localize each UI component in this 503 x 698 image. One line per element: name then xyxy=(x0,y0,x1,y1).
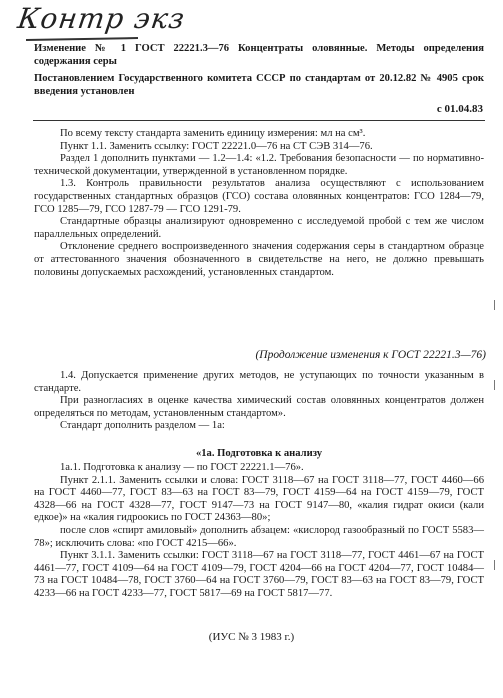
body-section-3 xyxy=(34,462,484,601)
body-section-2 xyxy=(34,370,484,433)
paragraph: Стандарт дополнить разделом — 1а: xyxy=(60,420,225,432)
paragraph: Пункт 1.1. Заменить ссылку: ГОСТ 22221.0—76 на СТ СЭВ 314—76. xyxy=(60,140,373,152)
body-section-1 xyxy=(34,128,484,279)
paragraph: 1.4. Допускается применение других методов, не уступающих по точности указанным в стандарте. xyxy=(34,370,484,394)
footer-reference: (ИУС № 3 1983 г.) xyxy=(208,631,295,643)
paragraph: Отклонение среднего воспроизведенного значения содержания серы в стандартном образце от аттестованного значения обозначенного в свидетельстве на него, не должно превышать половины допускаемых расхождений, установленных стандартом. xyxy=(34,241,484,278)
date-divider xyxy=(33,120,485,121)
margin-mark xyxy=(494,560,495,570)
margin-mark xyxy=(494,300,495,310)
paragraph: Стандартные образцы анализируют одновременно с исследуемой пробой с тем же числом параллельных определений. xyxy=(34,216,484,240)
paragraph: Пункт 2.1.1. Заменить ссылки и слова: ГОСТ 3118—67 на ГОСТ 3118—77, ГОСТ 4460—66 на ГОСТ 4460—77, ГОСТ 83—63 на ГОСТ 83—79, ГОСТ 4159—64 на ГОСТ 4159—79, ГОСТ 4328—66 на ГОСТ 4328—77, ГОСТ 9147—73 на ГОСТ 9147—80, «калия гидрат окиси (кали едкое)» на «калия гидроокись по ГОСТ 24363—80»; xyxy=(34,474,484,524)
section-title: «1а. Подготовка к анализу xyxy=(195,448,323,459)
paragraph: 1.3. Контроль правильности результатов анализа осуществляют с использованием государственных стандартных образцов (ГСО) состава оловянных концентратов: ГСО 1284—79, ГСО 1285—79, ГСО 1287-79 — ГСО 1291-79. xyxy=(34,178,484,215)
continuation-header: (Продолжение изменения к ГОСТ 22221.3—76) xyxy=(255,349,486,361)
paragraph: после слов «спирт амиловый» дополнить абзацем: «кислород газообразный по ГОСТ 5583—78»; исключить слова: «по ГОСТ 4215—66». xyxy=(34,524,484,549)
resolution-text: Постановлением Государственного комитета СССР по стандартам от 20.12.82 № 4905 срок введения установлен xyxy=(34,73,484,97)
margin-mark xyxy=(494,380,495,390)
handwritten-note: Контр экз xyxy=(15,2,188,35)
paragraph: При разногласиях в оценке качества химический состав оловянных концентратов должен определяться по методам, установленным стандартом». xyxy=(34,395,484,419)
paragraph: 1а.1. Подготовка к анализу — по ГОСТ 22221.1—76». xyxy=(60,462,304,473)
paragraph: Раздел 1 дополнить пунктами — 1.2—1.4: «1.2. Требования безопасности — по нормативно-технической документации, утвержденной в установленном порядке. xyxy=(34,153,484,177)
effective-date: с 01.04.83 xyxy=(436,103,483,115)
amendment-title: Изменение № 1 ГОСТ 22221.3—76 Концентраты оловянные. Методы определения содержания серы xyxy=(34,43,484,67)
paragraph: По всему тексту стандарта заменить единицу измерения: мл на см³. xyxy=(60,128,366,139)
paragraph: Пункт 3.1.1. Заменить ссылки: ГОСТ 3118—67 на ГОСТ 3118—77, ГОСТ 4461—67 на ГОСТ 4461—77, ГОСТ 4109—64 на ГОСТ 4109—79, ГОСТ 4204—66 на ГОСТ 4204—77, ГОСТ 10484—73 на ГОСТ 10484—78, ГОСТ 3760—64 на ГОСТ 3760—79, ГОСТ 83—63 на ГОСТ 83—79, ГОСТ 4233—66 на ГОСТ 4233—77, ГОСТ 5817—69 на ГОСТ 5817—77. xyxy=(34,550,484,599)
handwritten-underline xyxy=(26,37,138,41)
